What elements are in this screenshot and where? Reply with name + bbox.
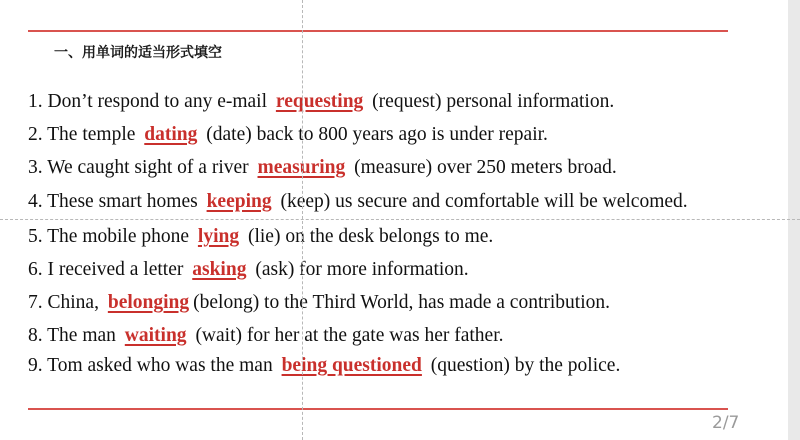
exercise-item-4: 4. These smart homes keeping (keep) us secure and comfortable will be welcomed. (28, 188, 688, 216)
exercise-item-2: 2. The temple dating (date) back to 800 years ago is under repair. (28, 121, 548, 149)
exercise-item-6: 6. I received a letter asking (ask) for more information. (28, 256, 469, 284)
answer-9: being questioned (281, 355, 422, 376)
exercise-item-8: 8. The man waiting (wait) for her at the gate was her father. (28, 322, 504, 350)
vertical-guide (302, 0, 303, 440)
exercise-item-3: 3. We caught sight of a river measuring (measure) over 250 meters broad. (28, 154, 617, 182)
exercise-item-7: 7. China, belonging (belong) to the Third World, has made a contribution. (28, 289, 610, 317)
answer-8: waiting (124, 325, 187, 346)
answer-2: dating (144, 124, 198, 145)
answer-6: asking (192, 259, 247, 280)
answer-1: requesting (275, 91, 364, 112)
page-number: 2/7 (712, 413, 740, 433)
editor-gutter (788, 0, 800, 440)
exercise-item-9: 9. Tom asked who was the man being questioned (question) by the police. (28, 352, 620, 380)
section-heading: 一、用单词的适当形式填空 (54, 45, 222, 61)
answer-5: lying (197, 226, 240, 247)
bottom-rule (28, 408, 728, 410)
answer-4: keeping (206, 191, 272, 212)
answer-3: measuring (257, 157, 346, 178)
top-rule (28, 30, 728, 32)
horizontal-guide (0, 219, 800, 220)
answer-7: belonging (107, 292, 190, 313)
exercise-item-5: 5. The mobile phone lying (lie) on the desk belongs to me. (28, 223, 493, 251)
exercise-item-1: 1. Don’t respond to any e-mail requesting (request) personal information. (28, 88, 614, 116)
